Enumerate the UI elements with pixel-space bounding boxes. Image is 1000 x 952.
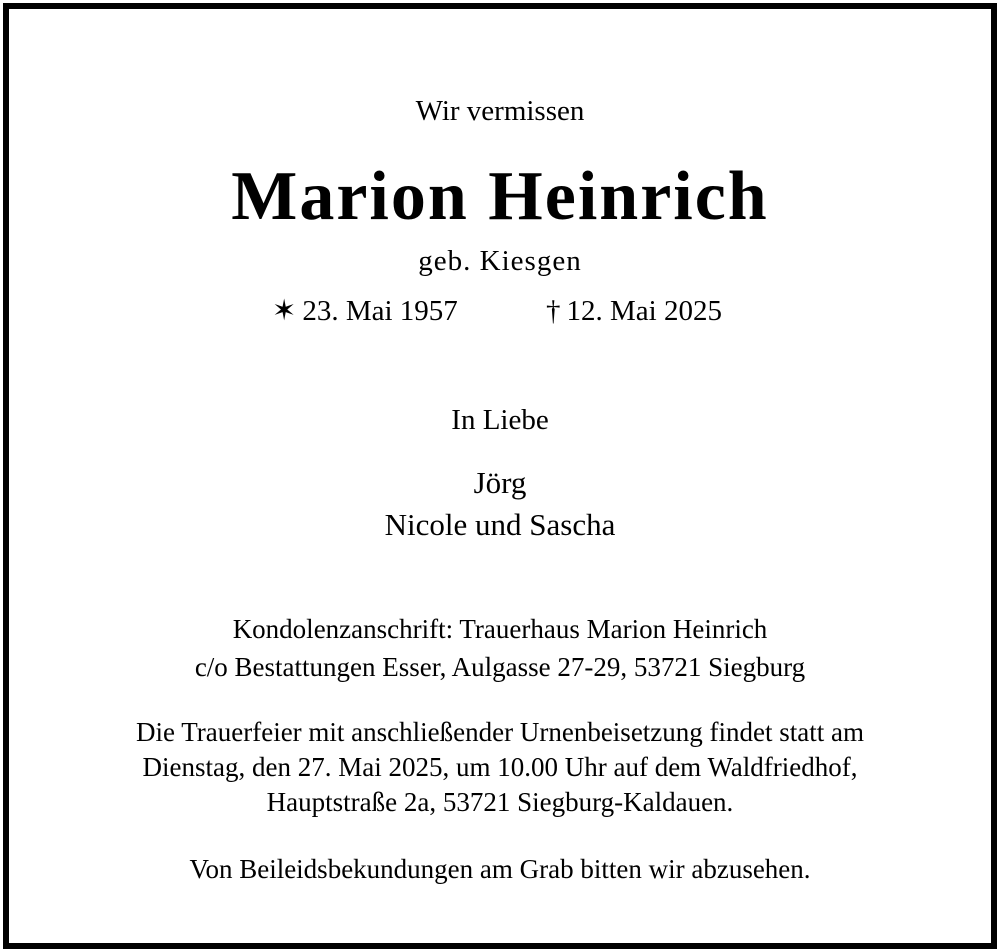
condolence-address-line: c/o Bestattungen Esser, Aulgasse 27-29, 53721 Siegburg — [194, 652, 806, 682]
death-date: 12. Mai 2025 — [566, 295, 722, 327]
condolence-address-line: Kondolenzanschrift: Trauerhaus Marion Heinrich — [232, 614, 768, 644]
birth-star-icon: ✶ — [272, 295, 297, 327]
intro-text: Wir vermissen — [415, 95, 585, 127]
death-date-group — [546, 297, 722, 326]
funeral-info-line: Hauptstraße 2a, 53721 Siegburg-Kaldauen. — [266, 787, 734, 817]
obituary-notice — [3, 3, 997, 949]
mourner-line: Nicole und Sascha — [384, 507, 616, 542]
deceased-name: Marion Heinrich — [231, 158, 769, 235]
birth-date: 23. Mai 1957 — [302, 295, 458, 327]
funeral-info-line: Die Trauerfeier mit anschließender Urnenbeisetzung findet statt am — [135, 717, 864, 747]
mourner-line: Jörg — [473, 465, 527, 500]
funeral-info-line: Dienstag, den 27. Mai 2025, um 10.00 Uhr auf dem Waldfriedhof, — [142, 752, 858, 782]
closing-note: Von Beileidsbekundungen am Grab bitten wir abzusehen. — [189, 854, 811, 884]
life-dates — [9, 297, 991, 331]
birth-date-group — [272, 297, 458, 326]
death-cross-icon: † — [546, 295, 561, 327]
maiden-name: geb. Kiesgen — [418, 245, 582, 277]
in-love-text: In Liebe — [451, 404, 549, 436]
